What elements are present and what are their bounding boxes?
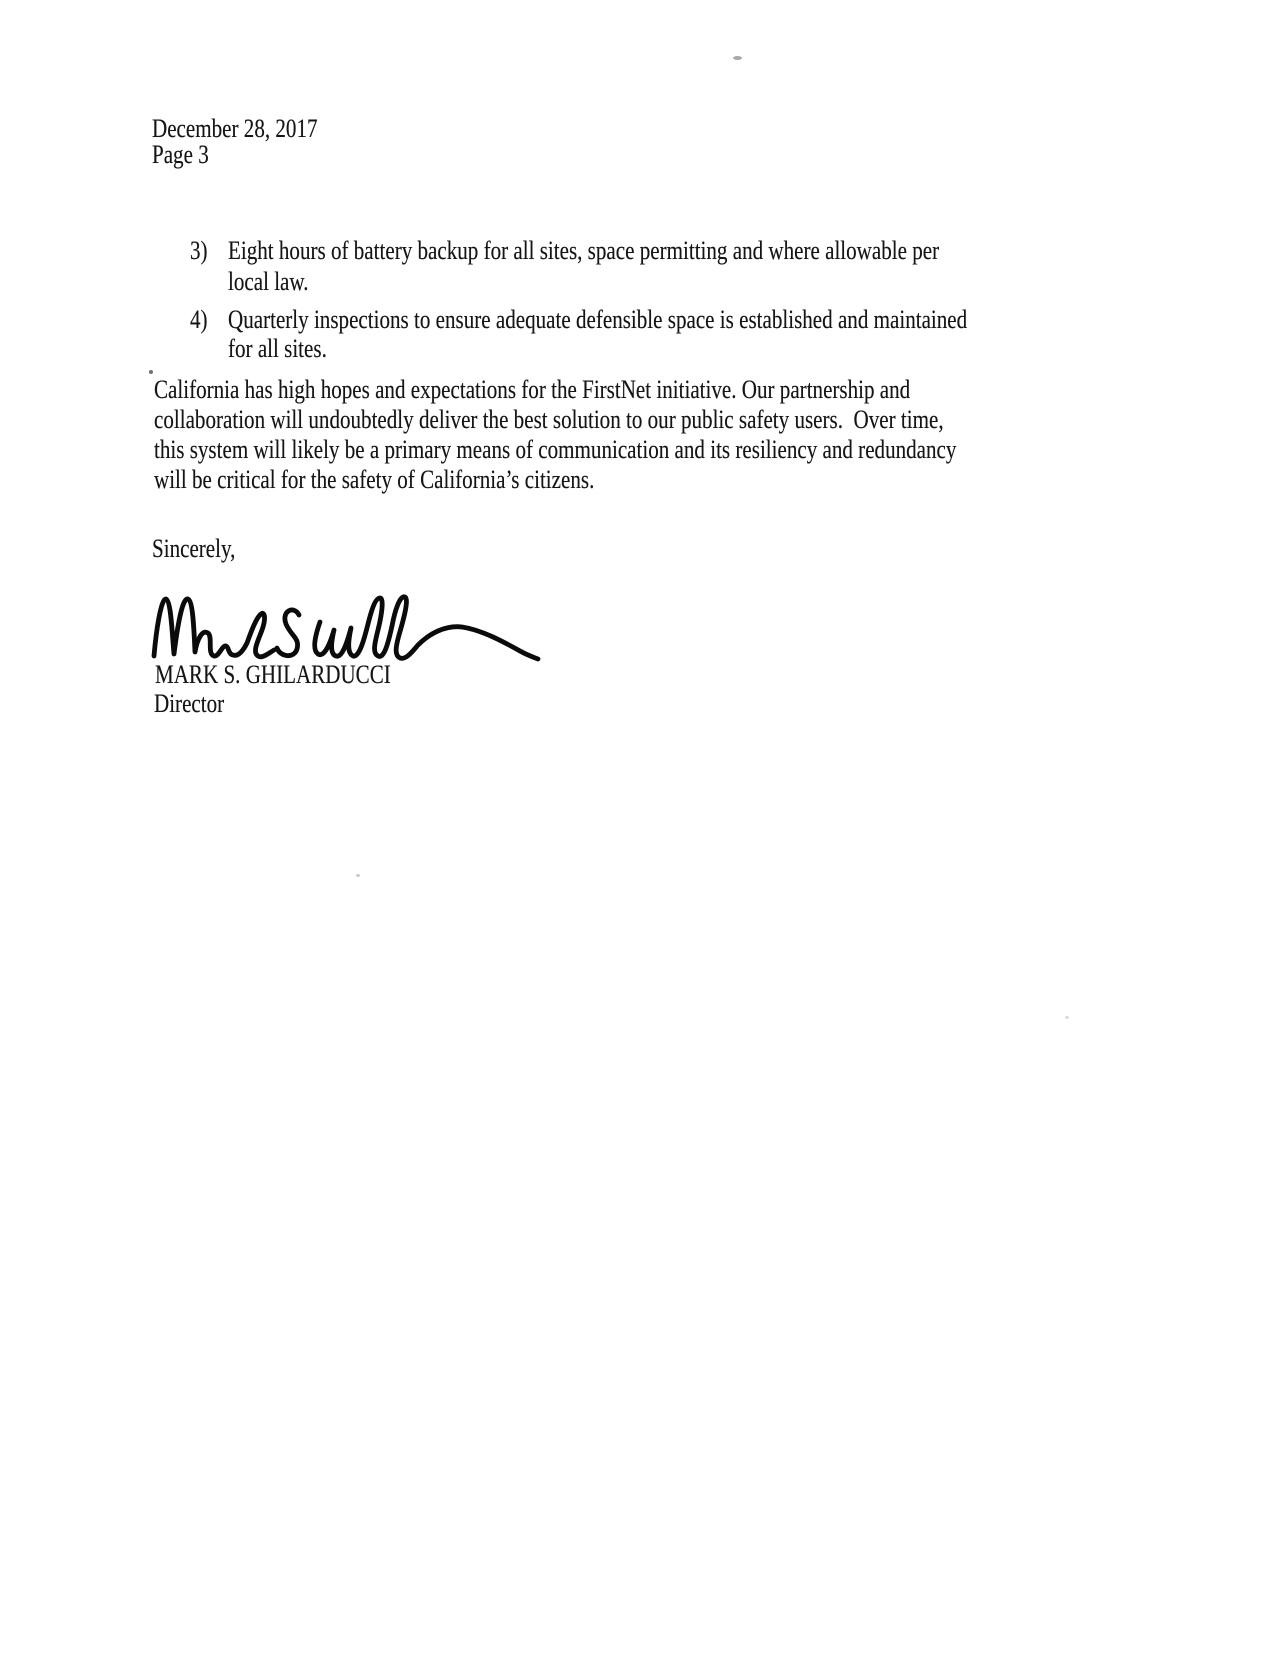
- body-paragraph-line-2: collaboration will undoubtedly deliver the best solution to our public safety users. Over time,: [154, 405, 944, 434]
- body-paragraph-line-4: will be critical for the safety of California’s citizens.: [154, 465, 595, 494]
- scan-speck: [733, 56, 742, 60]
- signature-stroke-first-name: [154, 599, 274, 657]
- scan-speck: [356, 874, 360, 877]
- signature-stroke-last-name-tail: [315, 597, 538, 659]
- scan-speck: [149, 370, 153, 374]
- signer-name: MARK S. GHILARDUCCI: [155, 660, 391, 689]
- list-item-4-line-1: Quarterly inspections to ensure adequate defensible space is established and maintained: [228, 305, 968, 334]
- letter-date: December 28, 2017: [152, 114, 318, 143]
- body-paragraph-line-3: this system will likely be a primary means of communication and its resiliency and redundancy: [154, 435, 957, 464]
- signer-title: Director: [154, 689, 225, 718]
- signature-stroke-middle-initial: [277, 610, 299, 656]
- list-item-4-number: 4): [190, 305, 208, 334]
- list-item-3-number: 3): [190, 236, 208, 265]
- scan-speck: [1065, 1016, 1069, 1019]
- page-number-label: Page 3: [152, 140, 209, 169]
- body-paragraph-line-1: California has high hopes and expectations for the FirstNet initiative. Our partnership and: [154, 375, 911, 404]
- valediction: Sincerely,: [152, 534, 236, 563]
- list-item-3-line-2: local law.: [228, 267, 309, 296]
- list-item-4-line-2: for all sites.: [228, 334, 327, 363]
- list-item-3-line-1: Eight hours of battery backup for all sites, space permitting and where allowable per: [228, 236, 940, 265]
